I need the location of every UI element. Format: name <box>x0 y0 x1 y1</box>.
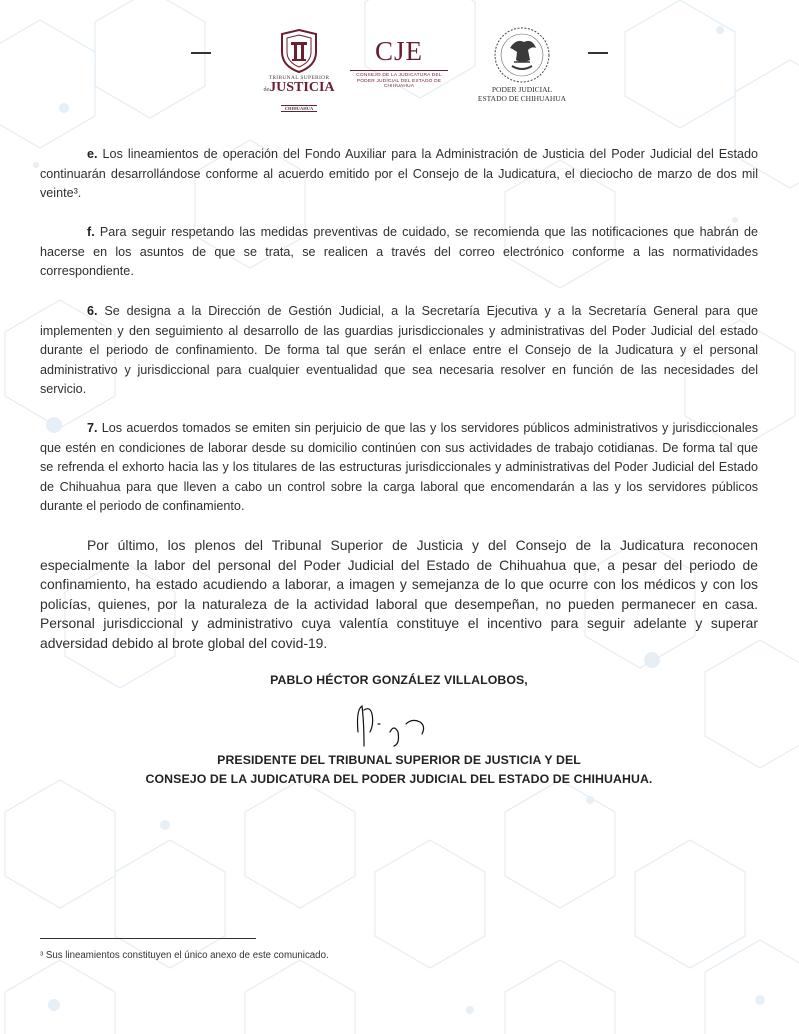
paragraph-6 <box>40 302 758 400</box>
paragraph-text: Los lineamientos de operación del Fondo Auxiliar para la Administración de Justicia del Poder Judicial del Estado continuarán desarrollándose conforme al acuerdo emitido por el Consejo de la Judicatura, el dieciocho de marzo de dos mil veinte³. <box>40 147 758 200</box>
mexican-coat-of-arms-icon <box>492 26 552 84</box>
paragraph-text: Los acuerdos tomados se emiten sin perjuicio de que las y los servidores públicos administrativos y jurisdiccionales que estén en condiciones de laborar desde su domicilio continúen con sus actividades de trabajo cotidianas. De forma tal que se refrenda el exhorto hacia las y los titulares de las estructuras jurisdiccionales y administrativas del Poder Judicial del Estado de Chihuahua para que lleven a cabo un control sobre la carga laboral que encomendarán a las y los servidores públicos durante el periodo de confinamiento. <box>40 421 758 513</box>
paragraph-text: Se designa a la Dirección de Gestión Judicial, a la Secretaría Ejecutiva y a la Secretaría General para que implementen y den seguimiento al desarrollo de las guardias jurisdiccionales y administrativas del Poder Judicial del estado durante el periodo de confinamiento. De forma tal que serán el enlace entre el Consejo de la Judicatura y el personal administrativo y jurisdiccional para cualquier eventualidad que sea necesaria resolver en función de las necesidades del servicio. <box>40 304 758 396</box>
handwritten-signature <box>350 702 450 752</box>
paragraph-label: 6. <box>87 304 98 318</box>
cje-logo-rule <box>350 70 448 71</box>
header-dash-left <box>191 52 211 54</box>
paragraph-label: f. <box>87 225 95 239</box>
tsj-logo-main: JUSTICIA <box>269 80 335 95</box>
closing-text: Por último, los plenos del Tribunal Superior de Justicia y del Consejo de la Judicatura reconocen especialmente la labor del personal del Poder Judicial del Estado de Chihuahua que, a pesar del periodo de confinamiento, ha estado acudiendo a laborar, a imagen y semejanza de lo que ocurre con los médicos y con los policías, quienes, por la naturaleza de la actividad laboral que desempeñan, no pueden permanecer en casa. Personal jurisdiccional y administrativo cuya valentía constituye el incentivo para seguir adelante y superar adversidad debido al brote global del covid-19. <box>40 537 758 651</box>
pj-logo-line1: PODER JUDICIAL <box>491 85 553 94</box>
tribunal-superior-logo <box>262 28 336 111</box>
paragraph-label: 7. <box>87 421 98 435</box>
cje-logo-name-line1: CONSEJO DE LA JUDICATURA DEL <box>356 73 442 78</box>
signatory-title-line1: PRESIDENTE DEL TRIBUNAL SUPERIOR DE JUSTICIA Y DEL <box>217 753 581 767</box>
cje-logo-name-line2: PODER JUDICIAL DEL ESTADO DE CHIHUAHUA <box>356 78 442 89</box>
paragraph-label: e. <box>87 147 98 161</box>
footnote-rule <box>40 938 256 939</box>
closing-paragraph <box>40 536 758 654</box>
signatory-title-line2: CONSEJO DE LA JUDICATURA DEL PODER JUDICIAL DEL ESTADO DE CHIHUAHUA. <box>145 772 653 786</box>
poder-judicial-logo <box>466 26 578 104</box>
tsj-logo-line3: CHIHUAHUA <box>281 105 318 112</box>
pj-logo-line2: ESTADO DE CHIHUAHUA <box>477 94 567 103</box>
signatory-name: PABLO HÉCTOR GONZÁLEZ VILLALOBOS, <box>270 673 528 687</box>
paragraph-7 <box>40 419 758 517</box>
tsj-logo-prefix: de <box>263 87 270 93</box>
cje-logo-abbr: CJE <box>374 36 423 66</box>
paragraph-f <box>40 223 758 282</box>
tsj-logo-line2 <box>262 81 336 97</box>
paragraph-e <box>40 145 758 204</box>
tsj-logo-line1: TRIBUNAL SUPERIOR <box>268 75 330 81</box>
consejo-judicatura-logo <box>348 36 450 96</box>
paragraph-text: Para seguir respetando las medidas preventivas de cuidado, se recomienda que las notificaciones que habrán de hacerse en los asuntos de que se trata, se realicen a través del correo electrónico conforme a las normatividades correspondiente. <box>40 225 758 278</box>
header-dash-right <box>588 52 608 54</box>
footnote: ³ Sus lineamientos constituyen el único anexo de este comunicado. <box>40 950 329 961</box>
tribunal-shield-icon <box>278 28 320 74</box>
